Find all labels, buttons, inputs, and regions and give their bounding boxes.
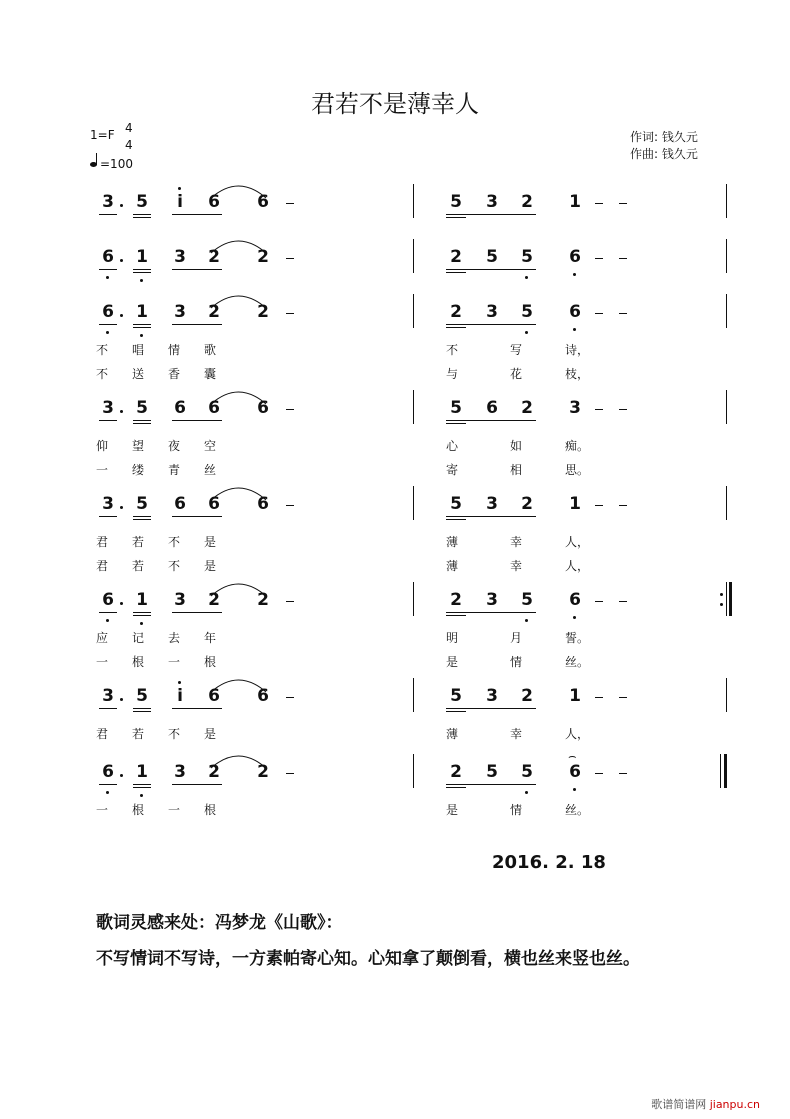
- note: 5: [521, 247, 533, 267]
- beam-underline: [172, 214, 222, 215]
- lyric-syllable: 根: [132, 803, 145, 817]
- lyric-syllable: 诗，: [565, 343, 590, 357]
- note: 3: [174, 247, 186, 267]
- note: 3: [486, 686, 498, 706]
- lyric-syllable: 人，: [565, 727, 590, 741]
- slur-tie: [210, 178, 267, 200]
- lyric-syllable: 薄: [446, 559, 459, 573]
- note: 2: [208, 590, 220, 610]
- beam-underline: [446, 516, 536, 517]
- note: 1: [136, 247, 148, 267]
- double-beam-underline: [133, 423, 151, 424]
- low-octave-dot: [573, 616, 576, 619]
- barline: [413, 678, 414, 712]
- double-beam-underline: [446, 217, 466, 218]
- note: 6: [102, 590, 114, 610]
- note: 2: [257, 247, 269, 267]
- sustain-dash: [286, 697, 294, 698]
- beam-underline: [446, 214, 536, 215]
- sustain-dash: [619, 773, 627, 774]
- lyric-syllable: 如: [510, 439, 523, 453]
- note: 6: [102, 302, 114, 322]
- note: 6: [569, 247, 581, 267]
- note: 6: [569, 590, 581, 610]
- note: 2: [257, 762, 269, 782]
- beam-underline: [99, 516, 117, 517]
- lyric-syllable: 唱: [132, 343, 145, 357]
- barline: [726, 184, 727, 218]
- lyric-syllable: 若: [132, 559, 145, 573]
- lyric-syllable: 人，: [565, 559, 590, 573]
- note: 2: [450, 247, 462, 267]
- beam-underline: [133, 324, 151, 325]
- sustain-dash: [286, 313, 294, 314]
- lyric-syllable: 是: [204, 727, 217, 741]
- lyric-syllable: 君: [96, 727, 109, 741]
- augmentation-dot: [120, 506, 123, 509]
- time-signature-bottom: 4: [125, 138, 133, 152]
- note: 2: [208, 762, 220, 782]
- repeat-dot: [720, 593, 723, 596]
- lyric-syllable: 幸: [510, 727, 523, 741]
- note: 6: [208, 192, 220, 212]
- low-octave-dot: [525, 331, 528, 334]
- lyric-syllable: 丝。: [565, 803, 590, 817]
- sustain-dash: [619, 258, 627, 259]
- beam-underline: [172, 784, 222, 785]
- note: 3: [102, 494, 114, 514]
- note: 3: [486, 494, 498, 514]
- lyric-syllable: 思。: [565, 463, 590, 477]
- lyric-syllable: 君: [96, 559, 109, 573]
- lyric-syllable: 记: [132, 631, 145, 645]
- final-barline-thin: [720, 754, 721, 788]
- lyric-syllable: 仰: [96, 439, 109, 453]
- low-octave-dot: [140, 622, 143, 625]
- beam-underline: [133, 214, 151, 215]
- barline: [726, 294, 727, 328]
- note: 2: [450, 590, 462, 610]
- beam-underline: [133, 612, 151, 613]
- note: 3: [102, 398, 114, 418]
- final-barline-thick: [724, 754, 727, 788]
- watermark-url: jianpu.cn: [709, 1098, 760, 1111]
- sustain-dash: [595, 313, 603, 314]
- note: 3: [569, 398, 581, 418]
- note: 5: [486, 762, 498, 782]
- lyric-syllable: 君: [96, 535, 109, 549]
- slur-tie: [210, 576, 267, 598]
- note: 6: [102, 762, 114, 782]
- lyric-syllable: 若: [132, 727, 145, 741]
- low-octave-dot: [106, 331, 109, 334]
- lyric-syllable: 一: [96, 463, 109, 477]
- lyric-syllable: 不: [446, 343, 459, 357]
- low-octave-dot: [140, 279, 143, 282]
- sustain-dash: [595, 601, 603, 602]
- double-beam-underline: [446, 327, 466, 328]
- barline: [413, 390, 414, 424]
- note: 1: [569, 686, 581, 706]
- barline: [413, 582, 414, 616]
- lyric-syllable: 是: [204, 535, 217, 549]
- beam-underline: [446, 612, 536, 613]
- beam-underline: [446, 269, 536, 270]
- beam-underline: [99, 612, 117, 613]
- source-title: 歌词灵感来处：冯梦龙《山歌》：: [96, 913, 343, 933]
- note: 5: [136, 192, 148, 212]
- double-beam-underline: [133, 787, 151, 788]
- slur-tie: [210, 748, 267, 770]
- note: 6: [174, 398, 186, 418]
- barline: [726, 486, 727, 520]
- beam-underline: [133, 420, 151, 421]
- note: 6: [257, 192, 269, 212]
- barline: [413, 184, 414, 218]
- note: 3: [486, 192, 498, 212]
- lyric-syllable: 心: [446, 439, 459, 453]
- lyric-syllable: 寄: [446, 463, 459, 477]
- lyric-syllable: 人，: [565, 535, 590, 549]
- lyric-syllable: 一: [168, 803, 181, 817]
- lyricist: 作词: 钱久元: [630, 130, 698, 144]
- note: 2: [521, 686, 533, 706]
- sustain-dash: [619, 409, 627, 410]
- note: 6: [208, 686, 220, 706]
- lyric-syllable: 月: [510, 631, 523, 645]
- fermata-icon: ⌢: [568, 749, 577, 764]
- augmentation-dot: [120, 314, 123, 317]
- note: 2: [521, 192, 533, 212]
- note: 6: [208, 494, 220, 514]
- note: 6: [257, 494, 269, 514]
- note: 2: [450, 762, 462, 782]
- double-beam-underline: [446, 423, 466, 424]
- sustain-dash: [595, 203, 603, 204]
- note: 3: [486, 302, 498, 322]
- beam-underline: [99, 708, 117, 709]
- lyric-syllable: 写: [510, 343, 523, 357]
- augmentation-dot: [120, 259, 123, 262]
- low-octave-dot: [140, 794, 143, 797]
- lyric-syllable: 囊: [204, 367, 217, 381]
- lyric-syllable: 不: [96, 367, 109, 381]
- lyric-syllable: 情: [510, 655, 523, 669]
- beam-underline: [172, 612, 222, 613]
- augmentation-dot: [120, 698, 123, 701]
- low-octave-dot: [525, 619, 528, 622]
- lyric-syllable: 根: [132, 655, 145, 669]
- low-octave-dot: [140, 334, 143, 337]
- lyric-syllable: 应: [96, 631, 109, 645]
- sustain-dash: [619, 505, 627, 506]
- beam-underline: [133, 708, 151, 709]
- lyric-syllable: 根: [204, 803, 217, 817]
- note: 3: [486, 590, 498, 610]
- double-beam-underline: [133, 519, 151, 520]
- beam-underline: [446, 784, 536, 785]
- sustain-dash: [619, 203, 627, 204]
- note: 1: [136, 762, 148, 782]
- sustain-dash: [619, 601, 627, 602]
- double-beam-underline: [133, 615, 151, 616]
- beam-underline: [99, 269, 117, 270]
- note: 1: [569, 494, 581, 514]
- barline: [413, 486, 414, 520]
- lyric-syllable: 丝: [204, 463, 217, 477]
- low-octave-dot: [573, 328, 576, 331]
- note: 3: [174, 762, 186, 782]
- lyric-syllable: 年: [204, 631, 217, 645]
- note: 2: [521, 494, 533, 514]
- sustain-dash: [595, 258, 603, 259]
- watermark-site-name: 歌谱简谱网: [651, 1098, 707, 1111]
- lyric-syllable: 是: [446, 803, 459, 817]
- double-beam-underline: [446, 272, 466, 273]
- low-octave-dot: [106, 619, 109, 622]
- slur-tie: [210, 672, 267, 694]
- beam-underline: [133, 784, 151, 785]
- barline: [413, 294, 414, 328]
- note: 5: [450, 686, 462, 706]
- note: 6: [569, 762, 581, 782]
- double-beam-underline: [446, 711, 466, 712]
- lyric-syllable: 青: [168, 463, 181, 477]
- augmentation-dot: [120, 204, 123, 207]
- sustain-dash: [595, 505, 603, 506]
- double-beam-underline: [133, 711, 151, 712]
- beam-underline: [446, 420, 536, 421]
- sustain-dash: [286, 203, 294, 204]
- note: 2: [257, 590, 269, 610]
- tempo: =100: [100, 157, 133, 171]
- lyric-syllable: 与: [446, 367, 459, 381]
- source-text: 不写情词不写诗，一方素帕寄心知。心知拿了颠倒看，横也丝来竖也丝。: [96, 949, 640, 969]
- note: 5: [450, 192, 462, 212]
- beam-underline: [99, 784, 117, 785]
- slur-tie: [210, 480, 267, 502]
- lyric-syllable: 夜: [168, 439, 181, 453]
- note: 3: [102, 686, 114, 706]
- beam-underline: [99, 420, 117, 421]
- note: 2: [257, 302, 269, 322]
- lyric-syllable: 枝，: [565, 367, 590, 381]
- note: 6: [569, 302, 581, 322]
- lyric-syllable: 明: [446, 631, 459, 645]
- note: 6: [257, 686, 269, 706]
- slur-tie: [210, 233, 267, 255]
- note: 3: [174, 590, 186, 610]
- lyric-syllable: 誓。: [565, 631, 590, 645]
- lyric-syllable: 丝。: [565, 655, 590, 669]
- lyric-syllable: 不: [168, 559, 181, 573]
- slur-tie: [210, 288, 267, 310]
- note: 6: [208, 398, 220, 418]
- sustain-dash: [595, 697, 603, 698]
- lyric-syllable: 一: [168, 655, 181, 669]
- lyric-syllable: 不: [96, 343, 109, 357]
- note: 1: [569, 192, 581, 212]
- repeat-dot: [720, 603, 723, 606]
- sustain-dash: [619, 697, 627, 698]
- lyric-syllable: 不: [168, 535, 181, 549]
- lyric-syllable: 花: [510, 367, 523, 381]
- sustain-dash: [595, 773, 603, 774]
- lyric-syllable: 不: [168, 727, 181, 741]
- slur-tie: [210, 384, 267, 406]
- note: 2: [521, 398, 533, 418]
- low-octave-dot: [525, 276, 528, 279]
- low-octave-dot: [106, 276, 109, 279]
- double-beam-underline: [133, 272, 151, 273]
- sustain-dash: [619, 313, 627, 314]
- beam-underline: [172, 324, 222, 325]
- beam-underline: [99, 214, 117, 215]
- note: 6: [102, 247, 114, 267]
- note: i: [177, 192, 183, 212]
- beam-underline: [172, 420, 222, 421]
- lyric-syllable: 一: [96, 803, 109, 817]
- note: 2: [208, 302, 220, 322]
- double-beam-underline: [446, 787, 466, 788]
- sustain-dash: [286, 601, 294, 602]
- note: 5: [521, 590, 533, 610]
- beam-underline: [133, 269, 151, 270]
- lyric-syllable: 根: [204, 655, 217, 669]
- lyric-syllable: 望: [132, 439, 145, 453]
- lyric-syllable: 痴。: [565, 439, 590, 453]
- lyric-syllable: 相: [510, 463, 523, 477]
- high-octave-dot: [178, 187, 181, 190]
- double-beam-underline: [446, 615, 466, 616]
- augmentation-dot: [120, 774, 123, 777]
- note: 3: [174, 302, 186, 322]
- low-octave-dot: [573, 273, 576, 276]
- note: 1: [136, 302, 148, 322]
- note: 5: [486, 247, 498, 267]
- lyric-syllable: 薄: [446, 727, 459, 741]
- quarter-note-icon: [90, 162, 97, 167]
- note: 6: [257, 398, 269, 418]
- lyric-syllable: 缕: [132, 463, 145, 477]
- note: i: [177, 686, 183, 706]
- barline: [726, 678, 727, 712]
- double-beam-underline: [133, 327, 151, 328]
- low-octave-dot: [106, 791, 109, 794]
- barline: [726, 390, 727, 424]
- lyric-syllable: 送: [132, 367, 145, 381]
- beam-underline: [133, 516, 151, 517]
- composer: 作曲: 钱久元: [630, 147, 698, 161]
- note: 5: [521, 302, 533, 322]
- barline: [413, 754, 414, 788]
- key-signature: 1=F: [90, 128, 115, 142]
- lyric-syllable: 薄: [446, 535, 459, 549]
- note: 5: [521, 762, 533, 782]
- lyric-syllable: 情: [168, 343, 181, 357]
- watermark: [651, 1096, 760, 1112]
- low-octave-dot: [573, 788, 576, 791]
- high-octave-dot: [178, 681, 181, 684]
- repeat-barline-thick: [729, 582, 732, 616]
- lyric-syllable: 幸: [510, 535, 523, 549]
- note: 6: [174, 494, 186, 514]
- beam-underline: [446, 708, 536, 709]
- augmentation-dot: [120, 602, 123, 605]
- double-beam-underline: [446, 519, 466, 520]
- note: 2: [450, 302, 462, 322]
- beam-underline: [446, 324, 536, 325]
- note: 5: [450, 494, 462, 514]
- repeat-barline-thin: [726, 582, 727, 616]
- lyric-syllable: 去: [168, 631, 181, 645]
- sustain-dash: [286, 409, 294, 410]
- time-signature-top: 4: [125, 121, 133, 135]
- beam-underline: [99, 324, 117, 325]
- sustain-dash: [286, 258, 294, 259]
- note: 6: [486, 398, 498, 418]
- song-title: 君若不是薄幸人: [311, 90, 479, 118]
- note: 2: [208, 247, 220, 267]
- lyric-syllable: 若: [132, 535, 145, 549]
- lyric-syllable: 空: [204, 439, 217, 453]
- note: 1: [136, 590, 148, 610]
- lyric-syllable: 是: [446, 655, 459, 669]
- note: 5: [136, 686, 148, 706]
- sustain-dash: [286, 773, 294, 774]
- note: 5: [450, 398, 462, 418]
- lyric-syllable: 歌: [204, 343, 217, 357]
- low-octave-dot: [525, 791, 528, 794]
- lyric-syllable: 香: [168, 367, 181, 381]
- augmentation-dot: [120, 410, 123, 413]
- beam-underline: [172, 708, 222, 709]
- date: 2016. 2. 18: [492, 852, 606, 873]
- lyric-syllable: 是: [204, 559, 217, 573]
- lyric-syllable: 一: [96, 655, 109, 669]
- lyric-syllable: 幸: [510, 559, 523, 573]
- sustain-dash: [286, 505, 294, 506]
- barline: [413, 239, 414, 273]
- note: 3: [102, 192, 114, 212]
- sustain-dash: [595, 409, 603, 410]
- barline: [726, 239, 727, 273]
- note: 5: [136, 398, 148, 418]
- beam-underline: [172, 269, 222, 270]
- double-beam-underline: [133, 217, 151, 218]
- lyric-syllable: 情: [510, 803, 523, 817]
- beam-underline: [172, 516, 222, 517]
- note: 5: [136, 494, 148, 514]
